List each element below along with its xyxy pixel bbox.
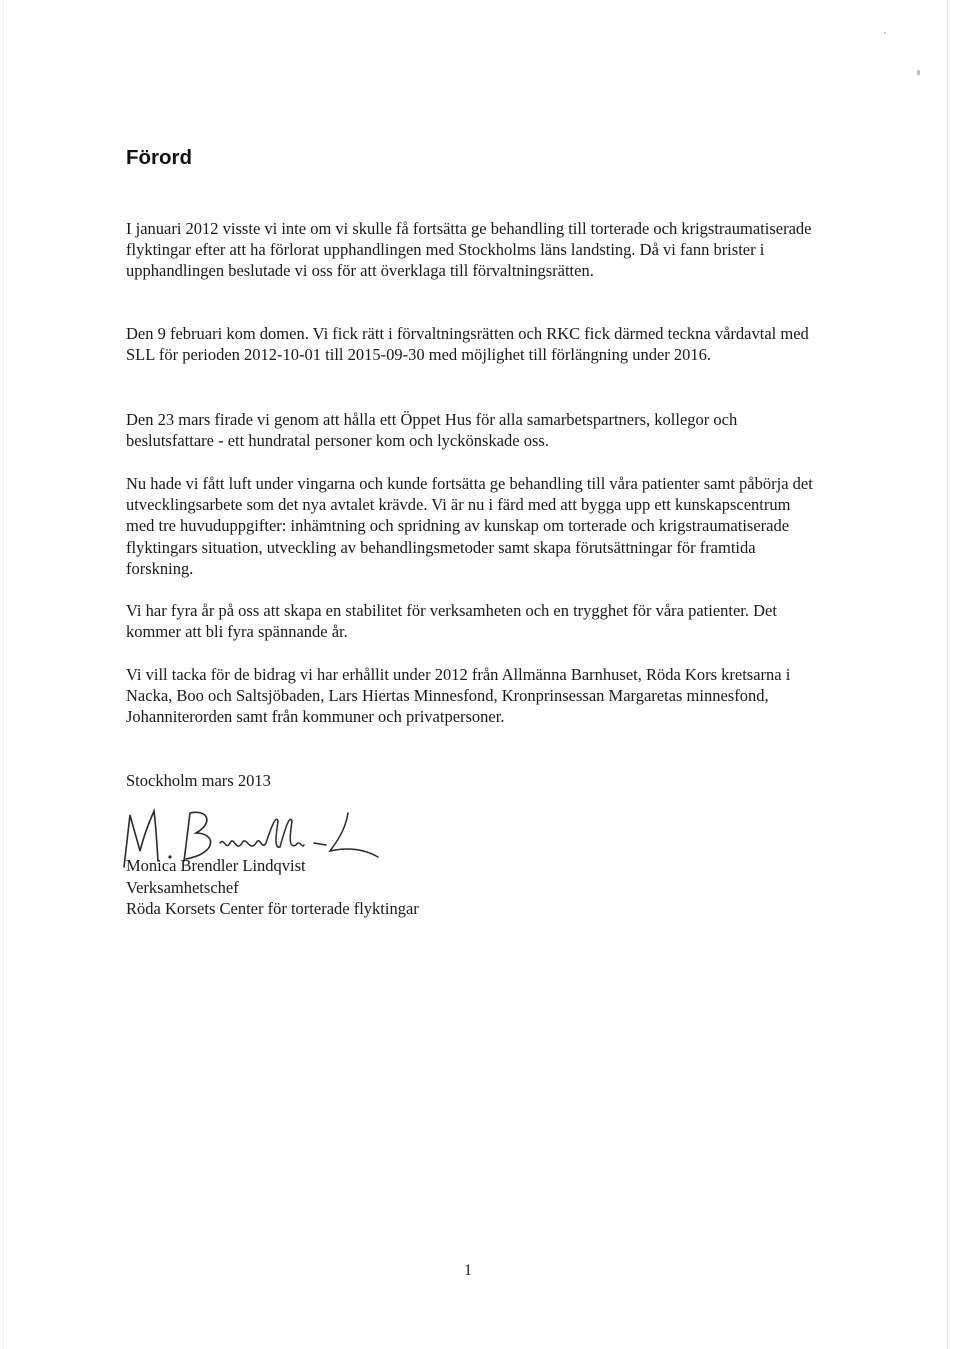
paragraph: I januari 2012 visste vi inte om vi skulle få fortsätta ge behandling till torterade och krigstraumatiserade flyktingar efter att ha förlorat upphandlingen med Stockholms läns landsting. Då vi fann brister i upphandlingen beslutade vi oss för att överklaga till förvaltningsrätten. xyxy=(126,219,812,281)
signatory-name: Monica Brendler Lindqvist xyxy=(126,856,306,875)
signatory-organization: Röda Korsets Center för torterade flyktingar xyxy=(126,899,419,918)
scan-speck xyxy=(917,70,920,75)
scan-speck xyxy=(884,32,886,34)
scan-edge-left xyxy=(3,0,4,1349)
place-and-date: Stockholm mars 2013 xyxy=(126,771,271,790)
paragraph: Den 9 februari kom domen. Vi fick rätt i förvaltningsrätten och RKC fick därmed teckna vårdavtal med SLL för perioden 2012-10-01 till 2015-09-30 med möjlighet till förlängning under 2016. xyxy=(126,324,809,365)
signatory-block xyxy=(126,855,419,920)
paragraph: Vi vill tacka för de bidrag vi har erhållit under 2012 från Allmänna Barnhuset, Röda Kors kretsarna i Nacka, Boo och Saltsjöbaden, Lars Hiertas Minnesfond, Kronprinsessan Margaretas minnesfond, Johanniterorden samt från kommuner och privatpersoner. xyxy=(126,665,791,727)
document-heading: Förord xyxy=(126,146,193,169)
paragraph: Nu hade vi fått luft under vingarna och kunde fortsätta ge behandling till våra patienter samt påbörja det utvecklingsarbete som det nya avtalet krävde. Vi är nu i färd med att bygga upp ett kunskapscentrum med tre huvuduppgifter: inhämtning och spridning av kunskap om torterade och krigstraumatiserade flyktingars situation, utveckling av behandlingsmetoder samt skapa förutsättningar för framtida forskning. xyxy=(126,474,813,578)
paragraph: Den 23 mars firade vi genom att hålla ett Öppet Hus för alla samarbetspartners, kollegor och beslutsfattare - ett hundratal personer kom och lyckönskade oss. xyxy=(126,410,738,451)
scan-edge-right xyxy=(947,0,948,1349)
paragraph: Vi har fyra år på oss att skapa en stabilitet för verksamheten och en trygghet för våra patienter. Det kommer att bli fyra spännande år. xyxy=(126,601,777,642)
signatory-title: Verksamhetschef xyxy=(126,877,239,897)
page-number: 1 xyxy=(464,1262,472,1279)
